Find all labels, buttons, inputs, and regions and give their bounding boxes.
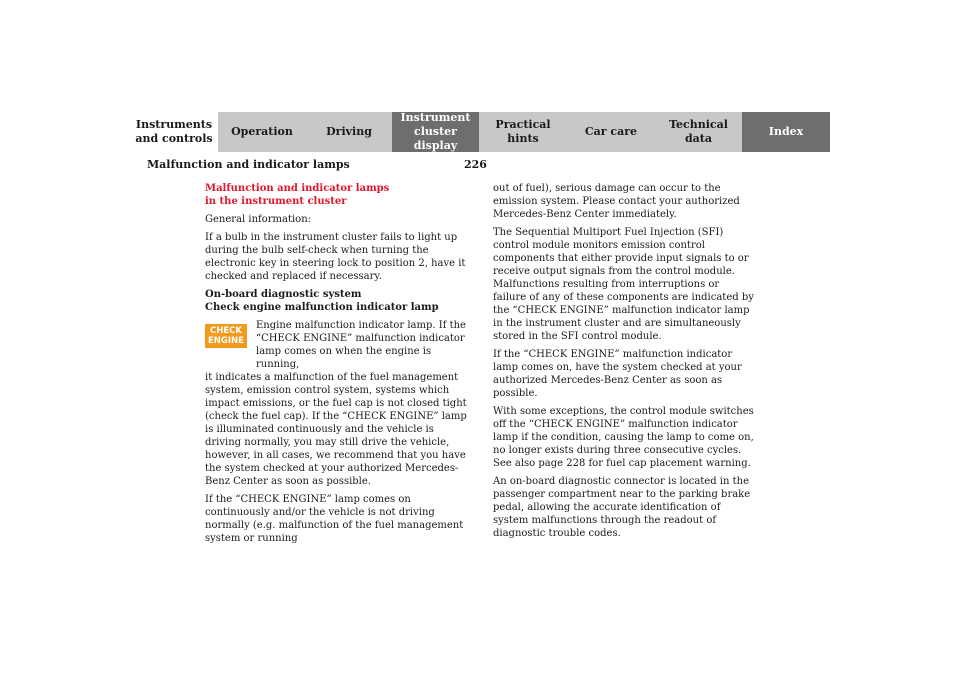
tab-label-line2: data bbox=[684, 132, 713, 145]
tab-label-line2: and controls bbox=[135, 132, 213, 145]
tab-label: Driving bbox=[326, 125, 372, 138]
page-number: 226 bbox=[464, 158, 487, 171]
heading-obd bbox=[205, 288, 467, 314]
section-title: Malfunction and indicator lamps bbox=[147, 158, 350, 171]
paragraph-connector: An on-board diagnostic connector is located in the passenger compartment near to the parking brake pedal, allowing the accurate identification of system malfunctions through the readout of diagnostic trouble codes. bbox=[493, 476, 751, 539]
paragraph-sfi: The Sequential Multiport Fuel Injection (SFI) control module monitors emission control components that either provide input signals to or receive output signals from the control module. Malfunctions resulting from interruptions or failure of any of these components are indicated by the “CHECK ENGINE” malfunction indicator lamp in the instrument cluster and are simultaneously stored in the SFI control module. bbox=[493, 227, 754, 342]
tab-label-line1: Instrument bbox=[400, 111, 471, 124]
tab-instruments-and-controls[interactable] bbox=[130, 112, 218, 152]
paragraph-lamp-on: If the “CHECK ENGINE” malfunction indicator lamp comes on, have the system checked at your authorized Mercedes-Benz Center as soon as possible. bbox=[493, 349, 742, 399]
tab-technical-data[interactable] bbox=[655, 112, 742, 152]
paragraph-serious-damage: out of fuel), serious damage can occur to the emission system. Please contact your authorized Mercedes-Benz Center immediately. bbox=[493, 183, 740, 220]
tab-label: Operation bbox=[231, 125, 293, 138]
tab-index[interactable] bbox=[742, 112, 830, 152]
icon-text-line1: CHECK bbox=[210, 326, 242, 336]
section-tabs bbox=[130, 112, 830, 152]
indicator-row bbox=[205, 319, 467, 371]
check-engine-icon bbox=[205, 324, 247, 348]
heading-line1: Malfunction and indicator lamps bbox=[205, 183, 390, 194]
left-column bbox=[205, 182, 467, 550]
indicator-description: Engine malfunction indicator lamp. If the “CHECK ENGINE” malfunction indicator lamp comes on when the engine is running, bbox=[256, 320, 466, 370]
tab-instrument-cluster-display[interactable] bbox=[392, 112, 479, 152]
tab-label: Car care bbox=[584, 125, 638, 138]
tab-operation[interactable] bbox=[218, 112, 306, 152]
obd-heading-line1: On-board diagnostic system bbox=[205, 289, 362, 300]
icon-text-line2: ENGINE bbox=[208, 336, 244, 346]
paragraph-lamp-continuous: If the “CHECK ENGINE” lamp comes on continuously and/or the vehicle is not driving normally (e.g. malfunction of the fuel management system or running bbox=[205, 494, 464, 544]
paragraph-exceptions: With some exceptions, the control module switches off the “CHECK ENGINE” malfunction indicator lamp if the condition, causing the lamp to come on, no longer exists during three consecutive cycles. See also page 228 for fuel cap placement warning. bbox=[493, 406, 754, 469]
tab-label: Index bbox=[768, 125, 804, 138]
right-column bbox=[493, 182, 755, 545]
tab-practical-hints[interactable] bbox=[479, 112, 567, 152]
paragraph-indicator-continued: it indicates a malfunction of the fuel management system, emission control system, systems which impact emissions, or the fuel cap is not closed tight (check the fuel cap). If the “CHECK ENGINE” lamp is illuminated continuously and the vehicle is driving normally, you may still drive the vehicle, however, in all cases, we recommend that you have the system checked at your authorized Mercedes-Benz Center as soon as possible. bbox=[205, 372, 467, 487]
general-info-label: General information: bbox=[205, 214, 312, 225]
paragraph-bulb-check: If a bulb in the instrument cluster fails to light up during the bulb self-check when turning the electronic key in steering lock to position 2, have it checked and replaced if necessary. bbox=[205, 232, 466, 282]
tab-label-line1: Instruments bbox=[135, 118, 213, 131]
tab-driving[interactable] bbox=[306, 112, 392, 152]
tab-label-line2: cluster display bbox=[413, 125, 458, 152]
tab-label: Practical hints bbox=[495, 118, 551, 145]
tab-car-care[interactable] bbox=[567, 112, 655, 152]
heading-line2: in the instrument cluster bbox=[205, 196, 347, 207]
heading-malfunction-lamps bbox=[205, 182, 467, 208]
tab-label-line1: Technical bbox=[669, 118, 728, 131]
obd-heading-line2: Check engine malfunction indicator lamp bbox=[205, 302, 439, 313]
